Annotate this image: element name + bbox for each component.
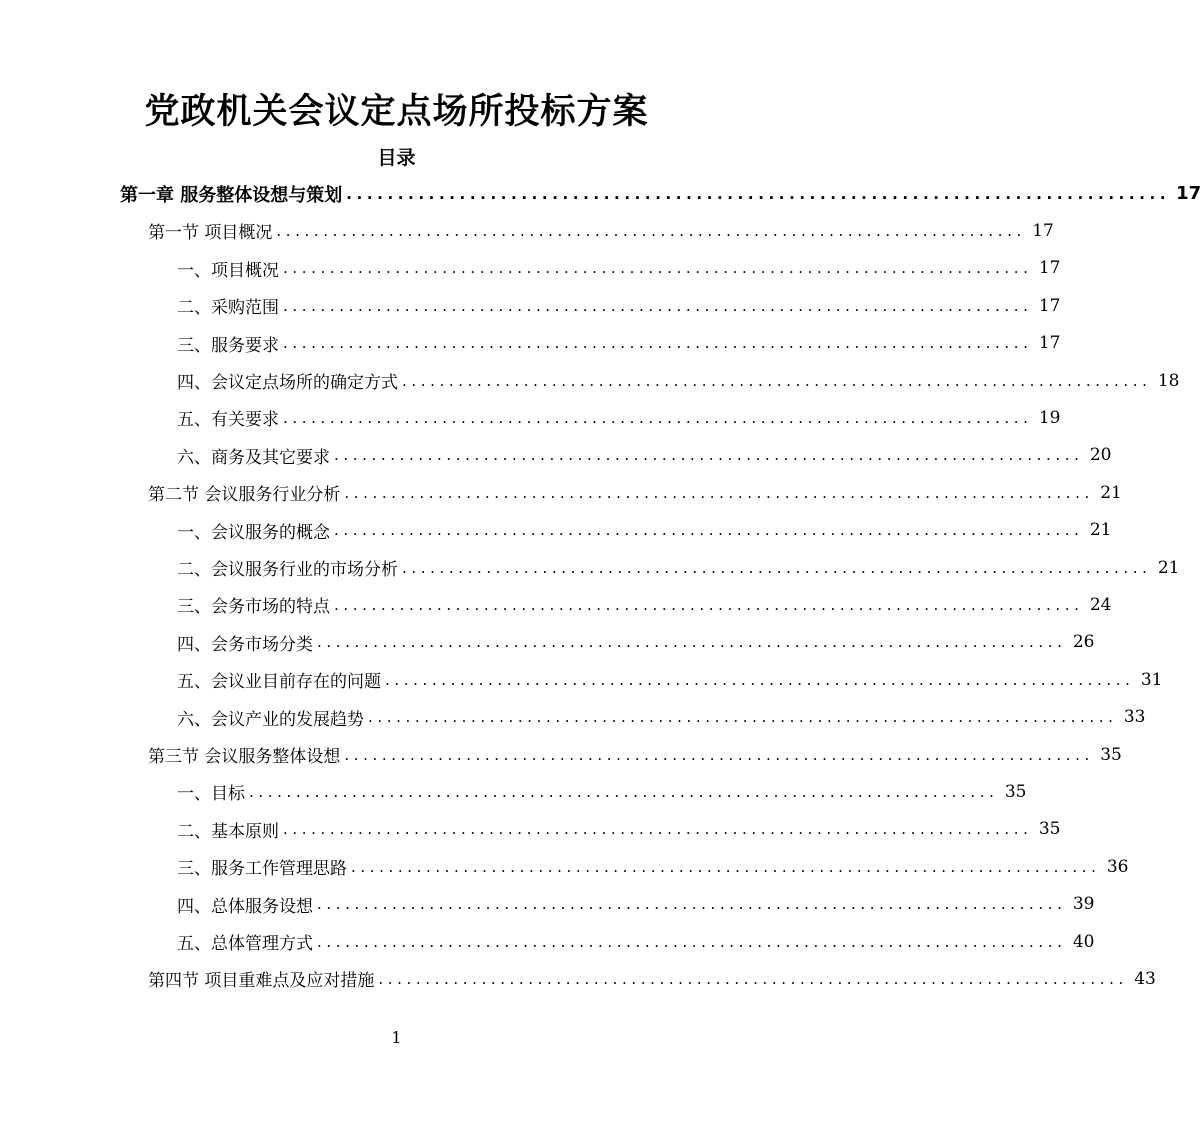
toc-entry[interactable] xyxy=(177,886,1095,923)
toc-dot-leader: ................................................................................ xyxy=(344,483,1094,502)
toc-entry-page: 18 xyxy=(1157,370,1180,391)
toc-entry-label: 一、会议服务的概念 xyxy=(177,522,330,543)
toc-entry-label: 一、项目概况 xyxy=(177,260,279,281)
toc-entry-page: 17 xyxy=(1038,333,1061,354)
toc-entry-page: 21 xyxy=(1157,557,1180,578)
toc-dot-leader: ................................................................................ xyxy=(283,334,1033,353)
toc-dot-leader: ................................................................................ xyxy=(283,296,1033,315)
toc-entry-label: 二、会议服务行业的市场分析 xyxy=(177,560,398,580)
toc-entry[interactable] xyxy=(177,362,1180,399)
toc-dot-leader: ................................................................................ xyxy=(346,184,1171,203)
toc-entry-page: 31 xyxy=(1140,669,1163,690)
toc-entry-label: 第二节 会议服务行业分析 xyxy=(148,485,341,506)
toc-entry-page: 19 xyxy=(1038,407,1061,428)
toc-entry[interactable] xyxy=(177,811,1061,848)
toc-entry[interactable] xyxy=(177,661,1163,698)
toc-entry-page: 24 xyxy=(1089,594,1112,615)
toc-entry-page: 21 xyxy=(1100,482,1122,503)
toc-dot-leader: ................................................................................ xyxy=(402,558,1152,577)
toc-dot-leader: ................................................................................ xyxy=(283,408,1033,427)
toc-entry[interactable] xyxy=(177,923,1095,960)
toc-entry[interactable] xyxy=(177,512,1112,549)
toc-entry-label: 二、基本原则 xyxy=(177,821,279,842)
toc-entry[interactable] xyxy=(120,175,1201,212)
document-title: 党政机关会议定点场所投标方案 xyxy=(144,92,649,132)
toc-entry-page: 26 xyxy=(1072,632,1095,653)
toc-entry[interactable] xyxy=(177,773,1027,810)
toc-entry-label: 四、会务市场分类 xyxy=(177,634,313,655)
page-number: 1 xyxy=(391,1028,402,1047)
toc-dot-leader: ................................................................................ xyxy=(317,932,1067,951)
toc-entry-label: 三、会务市场的特点 xyxy=(177,597,330,618)
toc-dot-leader: ................................................................................ xyxy=(276,221,1026,240)
toc-entry-page: 17 xyxy=(1038,295,1061,316)
toc-entry[interactable] xyxy=(177,437,1112,474)
toc-entry-label: 三、服务工作管理思路 xyxy=(177,859,347,880)
toc-entry[interactable] xyxy=(177,287,1061,324)
toc-entry-label: 第一节 项目概况 xyxy=(148,223,273,244)
toc-entry-label: 五、总体管理方式 xyxy=(177,934,313,954)
toc-entry-page: 21 xyxy=(1089,520,1112,541)
toc-entry-page: 39 xyxy=(1072,894,1095,915)
toc-entry-label: 四、会议定点场所的确定方式 xyxy=(177,373,398,393)
toc-entry[interactable] xyxy=(177,250,1061,287)
toc-entry-page: 17 xyxy=(1038,258,1061,279)
toc-entry[interactable] xyxy=(177,848,1129,885)
toc-entry[interactable] xyxy=(177,699,1146,736)
toc-dot-leader: ................................................................................ xyxy=(283,820,1033,839)
toc-entry[interactable] xyxy=(148,736,1122,773)
toc-entry-label: 五、有关要求 xyxy=(177,410,279,431)
toc-dot-leader: ................................................................................ xyxy=(344,745,1094,764)
toc-entry[interactable] xyxy=(148,960,1156,997)
toc-entry-label: 五、会议业目前存在的问题 xyxy=(177,672,381,693)
toc-entry-label: 第四节 项目重难点及应对措施 xyxy=(148,971,375,992)
toc-dot-leader: ................................................................................ xyxy=(334,446,1084,465)
toc-entry[interactable] xyxy=(148,212,1054,249)
toc-entry[interactable] xyxy=(177,549,1180,586)
toc-dot-leader: ................................................................................ xyxy=(317,633,1067,652)
toc-entry[interactable] xyxy=(148,474,1122,511)
toc-dot-leader: ................................................................................ xyxy=(351,857,1101,876)
toc-entry-label: 第一章 服务整体设想与策划 xyxy=(120,184,343,206)
toc-entry-page: 36 xyxy=(1106,856,1129,877)
toc-entry-label: 六、会议产业的发展趋势 xyxy=(177,709,364,730)
toc-entry-label: 第三节 会议服务整体设想 xyxy=(148,747,341,767)
toc-dot-leader: ................................................................................ xyxy=(249,782,999,801)
toc-entry-page: 35 xyxy=(1038,819,1061,840)
toc-heading: 目录 xyxy=(377,147,416,169)
toc-entry-page: 33 xyxy=(1123,707,1146,728)
toc-dot-leader: ................................................................................ xyxy=(283,259,1033,278)
toc-entry-label: 六、商务及其它要求 xyxy=(177,447,330,468)
toc-entry-label: 四、总体服务设想 xyxy=(177,896,313,917)
toc-entry-page: 17 xyxy=(1176,183,1201,204)
toc-entry-label: 二、采购范围 xyxy=(177,298,279,319)
toc-dot-leader: ................................................................................ xyxy=(368,708,1118,727)
toc-dot-leader: ................................................................................ xyxy=(385,670,1135,689)
toc-entry-label: 一、目标 xyxy=(177,784,245,805)
toc-entry-page: 40 xyxy=(1072,931,1095,952)
toc-dot-leader: ................................................................................ xyxy=(334,595,1084,614)
toc-entry-page: 35 xyxy=(1004,781,1027,802)
toc-entry[interactable] xyxy=(177,624,1095,661)
toc-entry-label: 三、服务要求 xyxy=(177,335,279,356)
toc-entry-page: 17 xyxy=(1032,220,1054,241)
toc-entry[interactable] xyxy=(177,399,1061,436)
toc-entry-page: 20 xyxy=(1089,445,1112,466)
toc-entry-page: 35 xyxy=(1100,744,1122,765)
toc-entry[interactable] xyxy=(177,325,1061,362)
toc-dot-leader: ................................................................................ xyxy=(317,895,1067,914)
toc-entry[interactable] xyxy=(177,586,1112,623)
toc-dot-leader: ................................................................................ xyxy=(378,969,1128,988)
toc-entry-page: 43 xyxy=(1134,968,1156,989)
toc-dot-leader: ................................................................................ xyxy=(402,371,1152,390)
toc-dot-leader: ................................................................................ xyxy=(334,521,1084,540)
